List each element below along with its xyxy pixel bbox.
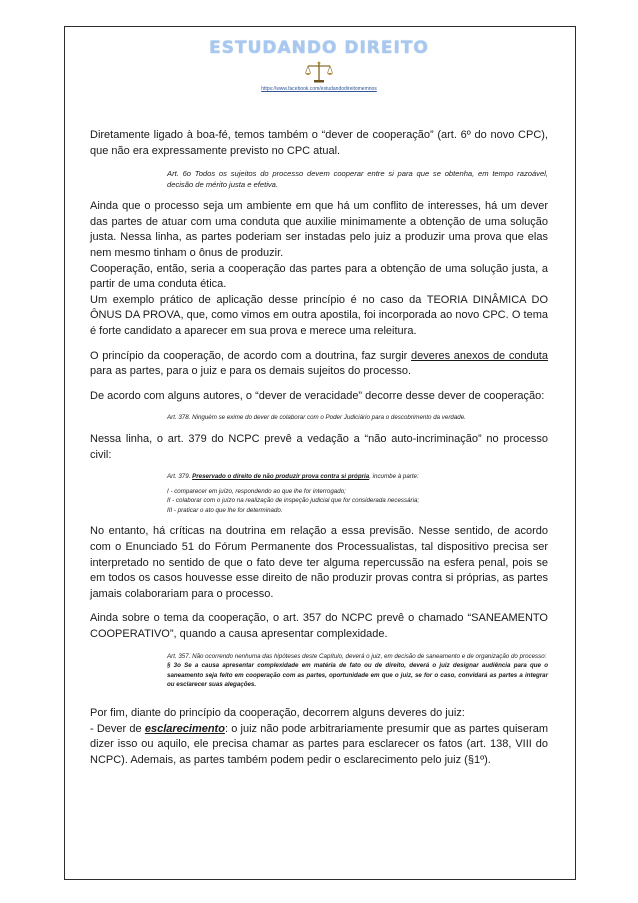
quote-art-357 [167,652,548,690]
quote-item-iii: III - praticar o ato que lhe for determinado. [167,506,283,514]
underlined-term: deveres anexos de conduta [411,349,548,362]
paragraph-annex-duties [90,349,548,380]
paragraph-cooperation-intro: Diretamente ligado à boa-fé, temos também o “dever de cooperação” (art. 6º do novo CPC), que não era expressamente previsto no CPC atual. [90,129,548,157]
paragraph-cooperation-definition: Cooperação, então, seria a cooperação das partes para a obtenção de uma solução justa, a partir de uma conduta ética. [90,262,548,291]
text-segment: : o juiz não pode arbitrariamente presumir que as partes quiseram dizer isso ou aquilo, ele precisa chamar as partes para esclarecer os fatos (art. 138, VIII do NCPC). Ademais, as partes também podem pedir o esclarecimento pelo juiz (§1º). [90,722,548,766]
paragraph-criticism: No entanto, há críticas na doutrina em relação a essa previsão. Nesse sentido, de acordo com o Enunciado 51 do Fórum Permanente dos Processualistas, tal dispositivo precisa ser interpretado no sentido de que o fato deve ter alguma repercussão na esfera penal, pois se em todos os casos houvesse esse direito de não produzir provas contra si próprias, as partes jamais colaborariam para o processo. [90,525,548,600]
page-header [0,38,638,92]
quote-art-378: Art. 378. Ninguém se exime do dever de colaborar com o Poder Judiciário para o descobrimento da verdade. [167,414,466,422]
quote-art-379 [167,472,548,515]
paragraph-self-incrimination: Nessa linha, o art. 379 do NCPC prevê a vedação a “não auto-incriminação” no processo civil: [90,432,548,461]
text-segment: O princípio da cooperação, de acordo com a doutrina, faz surgir [90,349,411,362]
text-segment: - Dever de [90,722,145,735]
facebook-link[interactable]: https://www.facebook.com/estudandodireitomemnos [261,86,377,92]
quote-line [167,472,548,482]
paragraph-duty-clarification [90,722,548,769]
document-body [90,128,548,777]
quote-item-i: I - comparecer em juízo, respondendo ao que lhe for interrogado; [167,487,346,495]
paragraph-conflict: Ainda que o processo seja um ambiente em que há um conflito de interesses, há um dever das partes de atuar com uma conduta que auxilie minimamente a obtenção de uma solução justa. Nessa linha, as partes poderiam ser instadas pelo juiz a produzir uma prova que elas nem mesmo tinham o ônus de produzir. [90,200,548,259]
paragraph-judge-duties: Por fim, diante do princípio da cooperação, decorrem alguns deveres do juiz: [90,707,465,719]
paragraph-cooperative-sanitation: Ainda sobre o tema da cooperação, o art. 357 do NCPC prevê o chamado “SANEAMENTO COOPERATIVO”, quando a causa apresentar complexidade. [90,612,548,641]
paragraph-veracity: De acordo com alguns autores, o “dever de veracidade” decorre desse dever de cooperação: [90,389,545,402]
quote-paragraph-3: § 3o Se a causa apresentar complexidade em matéria de fato ou de direito, deverá o juiz designar audiência para que o saneamento seja feito em cooperação com as partes, oportunidade em que o juiz, se for o caso, convidará as partes a integrar ou esclarecer suas alegações. [167,662,548,689]
bold-underlined-term: Preservado o direito de não produzir prova contra si própria [192,473,370,481]
scales-of-justice-icon [304,60,334,84]
quote-art-6: Art. 6o Todos os sujeitos do processo devem cooperar entre si para que se obtenha, em tempo razoável, decisão de mérito justa e efetiva. [167,169,548,190]
logo-title: ESTUDANDO DIREITO [209,38,429,58]
text-segment: para as partes, para o juiz e para os demais sujeitos do processo. [90,365,412,378]
text-segment: Art. 379. [167,473,193,481]
bold-term: esclarecimento [144,722,225,735]
quote-item-ii: II - colaborar com o juízo na realização de inspeção judicial que for considerada necessária; [167,497,420,505]
paragraph-practical-example: Um exemplo prático de aplicação desse princípio é no caso da TEORIA DINÂMICA DO ÔNUS DA PROVA, que, como vimos em outra apostila, foi incorporada ao novo CPC. O tema é forte candidato a aparecer em sua prova e merece uma releitura. [90,293,548,337]
text-segment: , incumbe à parte: [369,473,419,481]
quote-line: Art. 357. Não ocorrendo nenhuma das hipóteses deste Capítulo, deverá o juiz, em decisão de saneamento e de organização do processo: [167,652,547,660]
